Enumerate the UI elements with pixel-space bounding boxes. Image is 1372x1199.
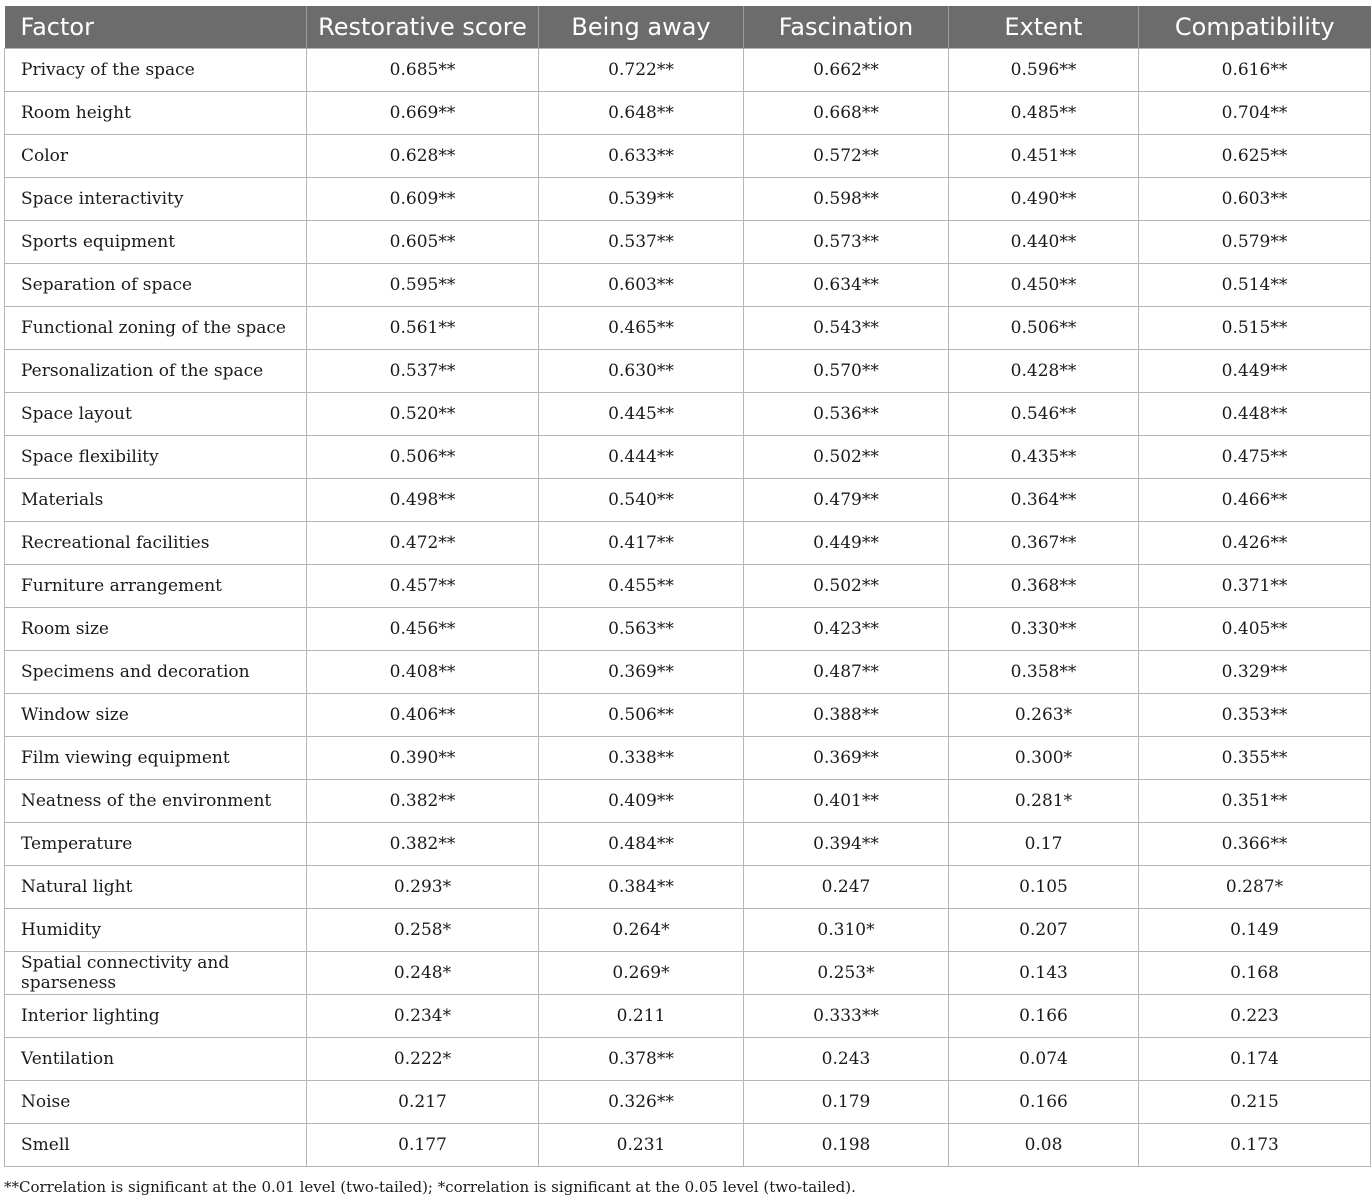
cell-factor: Room height	[5, 92, 307, 135]
cell-fascination: 0.536**	[744, 393, 949, 436]
cell-restorative-score: 0.234*	[307, 995, 539, 1038]
table-row	[5, 522, 1371, 565]
cell-factor: Recreational facilities	[5, 522, 307, 565]
cell-extent: 0.166	[949, 995, 1139, 1038]
header-extent: Extent	[949, 6, 1139, 49]
cell-being-away: 0.540**	[539, 479, 744, 522]
cell-being-away: 0.484**	[539, 823, 744, 866]
cell-restorative-score: 0.609**	[307, 178, 539, 221]
cell-extent: 0.105	[949, 866, 1139, 909]
cell-extent: 0.485**	[949, 92, 1139, 135]
cell-extent: 0.367**	[949, 522, 1139, 565]
cell-extent: 0.450**	[949, 264, 1139, 307]
cell-extent: 0.08	[949, 1124, 1139, 1167]
cell-extent: 0.435**	[949, 436, 1139, 479]
table-row	[5, 952, 1371, 995]
cell-compatibility: 0.426**	[1139, 522, 1371, 565]
cell-fascination: 0.369**	[744, 737, 949, 780]
cell-restorative-score: 0.293*	[307, 866, 539, 909]
table-header	[5, 6, 1371, 49]
cell-factor: Space layout	[5, 393, 307, 436]
cell-factor: Smell	[5, 1124, 307, 1167]
cell-fascination: 0.479**	[744, 479, 949, 522]
table-row	[5, 565, 1371, 608]
cell-restorative-score: 0.222*	[307, 1038, 539, 1081]
cell-fascination: 0.243	[744, 1038, 949, 1081]
table-row	[5, 436, 1371, 479]
cell-being-away: 0.630**	[539, 350, 744, 393]
cell-fascination: 0.570**	[744, 350, 949, 393]
table-row	[5, 780, 1371, 823]
cell-extent: 0.300*	[949, 737, 1139, 780]
cell-compatibility: 0.579**	[1139, 221, 1371, 264]
cell-compatibility: 0.355**	[1139, 737, 1371, 780]
table-row	[5, 135, 1371, 178]
cell-compatibility: 0.625**	[1139, 135, 1371, 178]
cell-fascination: 0.502**	[744, 436, 949, 479]
cell-factor: Specimens and decoration	[5, 651, 307, 694]
cell-compatibility: 0.149	[1139, 909, 1371, 952]
cell-restorative-score: 0.382**	[307, 780, 539, 823]
correlation-table-container	[4, 6, 1370, 1167]
cell-fascination: 0.573**	[744, 221, 949, 264]
cell-compatibility: 0.366**	[1139, 823, 1371, 866]
cell-fascination: 0.662**	[744, 49, 949, 92]
table-row	[5, 221, 1371, 264]
cell-fascination: 0.598**	[744, 178, 949, 221]
cell-factor: Natural light	[5, 866, 307, 909]
header-row	[5, 6, 1371, 49]
header-compatibility: Compatibility	[1139, 6, 1371, 49]
cell-being-away: 0.445**	[539, 393, 744, 436]
cell-being-away: 0.338**	[539, 737, 744, 780]
cell-compatibility: 0.704**	[1139, 92, 1371, 135]
cell-compatibility: 0.475**	[1139, 436, 1371, 479]
cell-restorative-score: 0.561**	[307, 307, 539, 350]
cell-being-away: 0.231	[539, 1124, 744, 1167]
cell-being-away: 0.264*	[539, 909, 744, 952]
cell-restorative-score: 0.685**	[307, 49, 539, 92]
cell-restorative-score: 0.506**	[307, 436, 539, 479]
cell-compatibility: 0.405**	[1139, 608, 1371, 651]
table-row	[5, 1124, 1371, 1167]
table-row	[5, 823, 1371, 866]
cell-extent: 0.428**	[949, 350, 1139, 393]
cell-being-away: 0.378**	[539, 1038, 744, 1081]
table-row	[5, 479, 1371, 522]
cell-extent: 0.17	[949, 823, 1139, 866]
cell-fascination: 0.423**	[744, 608, 949, 651]
cell-restorative-score: 0.456**	[307, 608, 539, 651]
cell-being-away: 0.444**	[539, 436, 744, 479]
cell-extent: 0.440**	[949, 221, 1139, 264]
cell-being-away: 0.455**	[539, 565, 744, 608]
table-row	[5, 92, 1371, 135]
cell-compatibility: 0.351**	[1139, 780, 1371, 823]
cell-restorative-score: 0.628**	[307, 135, 539, 178]
header-being-away: Being away	[539, 6, 744, 49]
cell-restorative-score: 0.537**	[307, 350, 539, 393]
table-row	[5, 866, 1371, 909]
cell-restorative-score: 0.605**	[307, 221, 539, 264]
table-row	[5, 350, 1371, 393]
cell-compatibility: 0.215	[1139, 1081, 1371, 1124]
cell-extent: 0.263*	[949, 694, 1139, 737]
cell-extent: 0.330**	[949, 608, 1139, 651]
cell-restorative-score: 0.177	[307, 1124, 539, 1167]
cell-extent: 0.166	[949, 1081, 1139, 1124]
cell-being-away: 0.648**	[539, 92, 744, 135]
cell-factor: Furniture arrangement	[5, 565, 307, 608]
cell-extent: 0.451**	[949, 135, 1139, 178]
cell-being-away: 0.417**	[539, 522, 744, 565]
cell-fascination: 0.572**	[744, 135, 949, 178]
cell-factor: Room size	[5, 608, 307, 651]
cell-fascination: 0.401**	[744, 780, 949, 823]
header-restorative-score: Restorative score	[307, 6, 539, 49]
cell-factor: Space flexibility	[5, 436, 307, 479]
cell-factor: Ventilation	[5, 1038, 307, 1081]
header-fascination: Fascination	[744, 6, 949, 49]
cell-factor: Window size	[5, 694, 307, 737]
cell-being-away: 0.633**	[539, 135, 744, 178]
cell-restorative-score: 0.248*	[307, 952, 539, 995]
cell-being-away: 0.384**	[539, 866, 744, 909]
table-row	[5, 737, 1371, 780]
table-row	[5, 178, 1371, 221]
table-row	[5, 909, 1371, 952]
cell-fascination: 0.388**	[744, 694, 949, 737]
cell-compatibility: 0.448**	[1139, 393, 1371, 436]
cell-factor: Privacy of the space	[5, 49, 307, 92]
cell-compatibility: 0.466**	[1139, 479, 1371, 522]
cell-being-away: 0.506**	[539, 694, 744, 737]
cell-restorative-score: 0.390**	[307, 737, 539, 780]
cell-being-away: 0.539**	[539, 178, 744, 221]
cell-fascination: 0.502**	[744, 565, 949, 608]
cell-factor: Sports equipment	[5, 221, 307, 264]
table-row	[5, 307, 1371, 350]
cell-fascination: 0.247	[744, 866, 949, 909]
cell-factor: Materials	[5, 479, 307, 522]
cell-compatibility: 0.449**	[1139, 350, 1371, 393]
cell-extent: 0.490**	[949, 178, 1139, 221]
cell-restorative-score: 0.457**	[307, 565, 539, 608]
cell-factor: Film viewing equipment	[5, 737, 307, 780]
cell-being-away: 0.465**	[539, 307, 744, 350]
cell-being-away: 0.369**	[539, 651, 744, 694]
cell-restorative-score: 0.258*	[307, 909, 539, 952]
cell-compatibility: 0.603**	[1139, 178, 1371, 221]
cell-compatibility: 0.371**	[1139, 565, 1371, 608]
cell-compatibility: 0.173	[1139, 1124, 1371, 1167]
cell-factor: Color	[5, 135, 307, 178]
cell-fascination: 0.634**	[744, 264, 949, 307]
cell-extent: 0.546**	[949, 393, 1139, 436]
table-row	[5, 651, 1371, 694]
cell-being-away: 0.603**	[539, 264, 744, 307]
table-row	[5, 995, 1371, 1038]
cell-factor: Separation of space	[5, 264, 307, 307]
table-body	[5, 49, 1371, 1167]
correlation-table	[4, 6, 1371, 1167]
cell-compatibility: 0.287*	[1139, 866, 1371, 909]
cell-extent: 0.506**	[949, 307, 1139, 350]
cell-factor: Spatial connectivity and sparseness	[5, 952, 307, 995]
cell-restorative-score: 0.382**	[307, 823, 539, 866]
cell-compatibility: 0.515**	[1139, 307, 1371, 350]
table-row	[5, 49, 1371, 92]
cell-compatibility: 0.174	[1139, 1038, 1371, 1081]
cell-fascination: 0.179	[744, 1081, 949, 1124]
cell-restorative-score: 0.406**	[307, 694, 539, 737]
cell-being-away: 0.409**	[539, 780, 744, 823]
cell-factor: Interior lighting	[5, 995, 307, 1038]
cell-restorative-score: 0.472**	[307, 522, 539, 565]
cell-factor: Temperature	[5, 823, 307, 866]
cell-restorative-score: 0.595**	[307, 264, 539, 307]
cell-fascination: 0.310*	[744, 909, 949, 952]
cell-extent: 0.281*	[949, 780, 1139, 823]
cell-being-away: 0.211	[539, 995, 744, 1038]
cell-fascination: 0.487**	[744, 651, 949, 694]
cell-restorative-score: 0.408**	[307, 651, 539, 694]
cell-extent: 0.207	[949, 909, 1139, 952]
table-row	[5, 1038, 1371, 1081]
table-row	[5, 694, 1371, 737]
cell-being-away: 0.269*	[539, 952, 744, 995]
table-footnote: **Correlation is significant at the 0.01 level (two-tailed); *correlation is significant at the 0.05 level (two-tailed).	[4, 1178, 856, 1196]
cell-restorative-score: 0.498**	[307, 479, 539, 522]
cell-fascination: 0.198	[744, 1124, 949, 1167]
cell-fascination: 0.253*	[744, 952, 949, 995]
cell-extent: 0.358**	[949, 651, 1139, 694]
cell-compatibility: 0.353**	[1139, 694, 1371, 737]
cell-fascination: 0.668**	[744, 92, 949, 135]
cell-extent: 0.364**	[949, 479, 1139, 522]
cell-being-away: 0.537**	[539, 221, 744, 264]
cell-fascination: 0.543**	[744, 307, 949, 350]
cell-compatibility: 0.616**	[1139, 49, 1371, 92]
table-row	[5, 1081, 1371, 1124]
header-factor: Factor	[5, 6, 307, 49]
cell-factor: Space interactivity	[5, 178, 307, 221]
cell-compatibility: 0.223	[1139, 995, 1371, 1038]
cell-being-away: 0.326**	[539, 1081, 744, 1124]
cell-restorative-score: 0.669**	[307, 92, 539, 135]
table-row	[5, 393, 1371, 436]
cell-factor: Personalization of the space	[5, 350, 307, 393]
cell-factor: Noise	[5, 1081, 307, 1124]
cell-compatibility: 0.514**	[1139, 264, 1371, 307]
cell-compatibility: 0.329**	[1139, 651, 1371, 694]
cell-factor: Functional zoning of the space	[5, 307, 307, 350]
cell-extent: 0.596**	[949, 49, 1139, 92]
cell-extent: 0.143	[949, 952, 1139, 995]
table-row	[5, 264, 1371, 307]
cell-restorative-score: 0.217	[307, 1081, 539, 1124]
cell-fascination: 0.333**	[744, 995, 949, 1038]
cell-fascination: 0.449**	[744, 522, 949, 565]
cell-being-away: 0.722**	[539, 49, 744, 92]
cell-fascination: 0.394**	[744, 823, 949, 866]
cell-compatibility: 0.168	[1139, 952, 1371, 995]
cell-extent: 0.074	[949, 1038, 1139, 1081]
cell-being-away: 0.563**	[539, 608, 744, 651]
cell-extent: 0.368**	[949, 565, 1139, 608]
cell-factor: Neatness of the environment	[5, 780, 307, 823]
cell-restorative-score: 0.520**	[307, 393, 539, 436]
cell-factor: Humidity	[5, 909, 307, 952]
table-row	[5, 608, 1371, 651]
